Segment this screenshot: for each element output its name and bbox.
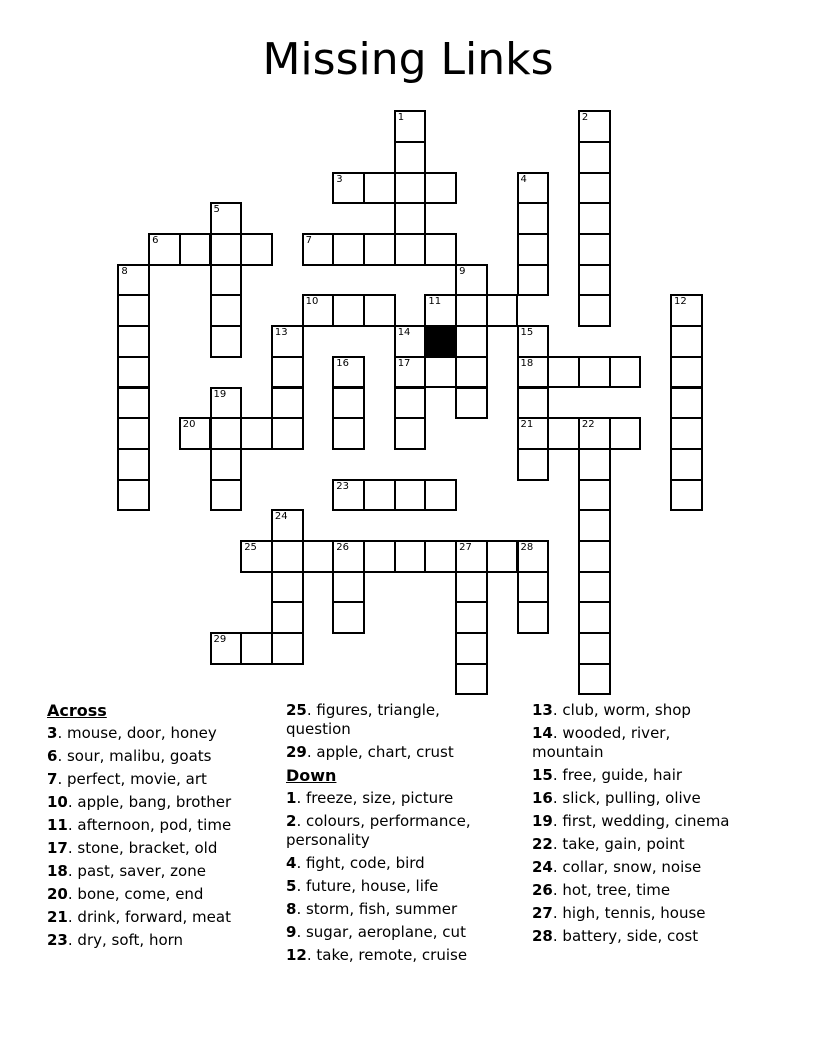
cell-number: 9 bbox=[459, 265, 466, 277]
grid-cell[interactable] bbox=[117, 448, 150, 481]
clue-number: 5 bbox=[286, 877, 297, 895]
clue-number: 22 bbox=[532, 835, 553, 853]
clue-text: take, remote, cruise bbox=[316, 946, 468, 964]
grid-cell[interactable] bbox=[455, 663, 488, 696]
grid-cell[interactable] bbox=[578, 417, 611, 450]
clue-text: sugar, aeroplane, cut bbox=[305, 923, 466, 941]
clue-21: 21. drink, forward, meat bbox=[47, 908, 231, 926]
grid-cell[interactable] bbox=[455, 571, 488, 604]
clue-text: apple, bang, brother bbox=[77, 793, 232, 811]
cell-number: 23 bbox=[336, 480, 350, 492]
clue-text: bone, come, end bbox=[77, 885, 204, 903]
grid-cell[interactable] bbox=[394, 110, 427, 143]
down-header: Down bbox=[286, 766, 337, 785]
grid-cell[interactable] bbox=[670, 356, 703, 389]
grid-cell[interactable] bbox=[517, 264, 550, 297]
grid-cell[interactable] bbox=[332, 172, 365, 205]
clue-number: 28 bbox=[532, 927, 553, 945]
grid-cell[interactable] bbox=[271, 387, 304, 420]
grid-cell[interactable] bbox=[271, 509, 304, 542]
clue-number: 8 bbox=[286, 900, 297, 918]
grid-cell[interactable] bbox=[240, 417, 273, 450]
grid-cell[interactable] bbox=[210, 479, 243, 512]
clue-text: storm, fish, summer bbox=[305, 900, 458, 918]
grid-cell[interactable] bbox=[578, 202, 611, 235]
clue-text: dry, soft, horn bbox=[77, 931, 184, 949]
clue-text: wooded, river, bbox=[562, 724, 671, 742]
grid-cell[interactable] bbox=[332, 601, 365, 634]
grid-cell[interactable] bbox=[332, 479, 365, 512]
grid-cell[interactable] bbox=[424, 540, 457, 573]
grid-cell[interactable] bbox=[271, 540, 304, 573]
clue-5: 5. future, house, life bbox=[286, 877, 439, 895]
clue-text: free, guide, hair bbox=[562, 766, 683, 784]
cell-number: 17 bbox=[397, 357, 411, 369]
clue-number: 17 bbox=[47, 839, 68, 857]
cell-number: 28 bbox=[520, 542, 534, 553]
grid-cell[interactable] bbox=[302, 540, 335, 573]
grid-cell[interactable] bbox=[578, 172, 611, 205]
clue-number: 27 bbox=[532, 904, 553, 922]
grid-cell[interactable] bbox=[547, 417, 580, 450]
page-title: Missing Links bbox=[262, 34, 554, 85]
clue-text: high, tennis, house bbox=[562, 904, 706, 922]
clue-text: hot, tree, time bbox=[562, 881, 671, 899]
clue-number: 26 bbox=[532, 881, 553, 899]
clue-29: 29. apple, chart, crust bbox=[286, 743, 454, 761]
grid-cell[interactable] bbox=[670, 417, 703, 450]
grid-cell[interactable] bbox=[455, 540, 488, 573]
grid-cell[interactable] bbox=[578, 264, 611, 297]
clue-23: 23. dry, soft, horn bbox=[47, 931, 184, 949]
clue-13: 13. club, worm, shop bbox=[532, 701, 691, 719]
grid-cell[interactable] bbox=[455, 294, 488, 327]
clue-8: 8. storm, fish, summer bbox=[286, 900, 458, 918]
clue-text: question bbox=[286, 720, 351, 738]
grid-cell[interactable] bbox=[210, 632, 243, 665]
grid-cell[interactable] bbox=[455, 356, 488, 389]
grid-cell[interactable] bbox=[363, 172, 396, 205]
cell-number: 22 bbox=[581, 419, 595, 431]
clue-number: 11 bbox=[47, 816, 68, 834]
clue-number: 19 bbox=[532, 812, 553, 830]
grid-cell[interactable] bbox=[670, 294, 703, 327]
clue-text: personality bbox=[286, 831, 370, 849]
grid-cell[interactable] bbox=[332, 571, 365, 604]
grid-cell[interactable] bbox=[578, 632, 611, 665]
grid-cell[interactable] bbox=[394, 233, 427, 266]
grid-cell[interactable] bbox=[670, 448, 703, 481]
clue-15: 15. free, guide, hair bbox=[532, 766, 683, 784]
clue-number: 13 bbox=[532, 701, 553, 719]
grid-cell[interactable] bbox=[455, 601, 488, 634]
clue-16: 16. slick, pulling, olive bbox=[532, 789, 701, 807]
grid-cell[interactable] bbox=[240, 632, 273, 665]
grid-cell[interactable] bbox=[271, 325, 304, 358]
clue-1: 1. freeze, size, picture bbox=[286, 789, 454, 807]
cell-number: 6 bbox=[152, 235, 159, 246]
cell-number: 12 bbox=[674, 296, 687, 308]
clue-text: past, saver, zone bbox=[77, 862, 206, 880]
grid-cell[interactable] bbox=[455, 264, 488, 297]
cell-number: 7 bbox=[305, 235, 312, 246]
grid-cell[interactable] bbox=[210, 233, 243, 266]
grid-cell[interactable] bbox=[455, 387, 488, 420]
grid-cell[interactable] bbox=[332, 540, 365, 573]
grid-cell[interactable] bbox=[517, 540, 550, 573]
clue-text: stone, bracket, old bbox=[77, 839, 218, 857]
grid-cell[interactable] bbox=[424, 294, 457, 327]
grid-cell[interactable] bbox=[424, 479, 457, 512]
grid-cell[interactable] bbox=[210, 264, 243, 297]
grid-cell[interactable] bbox=[455, 632, 488, 665]
clue-text: colours, performance, bbox=[305, 812, 471, 830]
clue-11: 11. afternoon, pod, time bbox=[47, 816, 232, 834]
grid-cell[interactable] bbox=[517, 571, 550, 604]
clue-number: 29 bbox=[286, 743, 307, 761]
clue-text: club, worm, shop bbox=[562, 701, 691, 719]
clue-27: 27. high, tennis, house bbox=[532, 904, 706, 922]
clue-text: freeze, size, picture bbox=[305, 789, 454, 807]
grid-cell[interactable] bbox=[117, 264, 150, 297]
grid-cell[interactable] bbox=[578, 540, 611, 573]
clue-22: 22. take, gain, point bbox=[532, 835, 685, 853]
grid-cell[interactable] bbox=[517, 387, 550, 420]
clue-number: 7 bbox=[47, 770, 58, 788]
clue-number: 12 bbox=[286, 946, 307, 964]
clue-number: 23 bbox=[47, 931, 68, 949]
grid-cell[interactable] bbox=[486, 540, 519, 573]
clue-text: drink, forward, meat bbox=[77, 908, 231, 926]
grid-cell[interactable] bbox=[332, 233, 365, 266]
grid-cell[interactable] bbox=[179, 417, 212, 450]
cell-number: 26 bbox=[336, 542, 350, 553]
clue-text: sour, malibu, goats bbox=[66, 747, 212, 765]
cell-number: 29 bbox=[213, 634, 227, 646]
grid-cell[interactable] bbox=[578, 141, 611, 174]
clue-text: future, house, life bbox=[305, 877, 439, 895]
grid-cell[interactable] bbox=[332, 356, 365, 389]
clue-number: 4 bbox=[286, 854, 297, 872]
grid-cell[interactable] bbox=[517, 233, 550, 266]
clue-text: fight, code, bird bbox=[305, 854, 425, 872]
grid-cell[interactable] bbox=[117, 479, 150, 512]
clue-3: 3. mouse, door, honey bbox=[47, 724, 217, 742]
grid-cell[interactable] bbox=[547, 356, 580, 389]
grid-cell[interactable] bbox=[148, 233, 181, 266]
clue-column bbox=[532, 701, 778, 950]
grid-cell[interactable] bbox=[670, 325, 703, 358]
grid-cell[interactable] bbox=[394, 479, 427, 512]
cell-number: 1 bbox=[397, 112, 405, 124]
grid-cell[interactable] bbox=[240, 233, 273, 266]
clue-text: collar, snow, noise bbox=[562, 858, 702, 876]
grid-cell[interactable] bbox=[210, 202, 243, 235]
grid-cell[interactable] bbox=[424, 172, 457, 205]
grid-cell[interactable] bbox=[578, 356, 611, 389]
grid-cell[interactable] bbox=[578, 479, 611, 512]
grid-cell[interactable] bbox=[271, 632, 304, 665]
grid-cell[interactable] bbox=[394, 417, 427, 450]
cell-number: 10 bbox=[305, 296, 319, 308]
grid-cell[interactable] bbox=[302, 233, 335, 266]
grid-cell[interactable] bbox=[271, 571, 304, 604]
clue-6: 6. sour, malibu, goats bbox=[47, 747, 212, 765]
clue-number: 16 bbox=[532, 789, 553, 807]
grid-cell[interactable] bbox=[363, 479, 396, 512]
cell-number: 5 bbox=[213, 204, 220, 216]
clue-20: 20. bone, come, end bbox=[47, 885, 204, 903]
grid-cell[interactable] bbox=[117, 356, 150, 389]
grid-cell[interactable] bbox=[517, 448, 550, 481]
clue-number: 25 bbox=[286, 701, 307, 719]
grid-cell[interactable] bbox=[578, 233, 611, 266]
grid-cell[interactable] bbox=[455, 325, 488, 358]
cell-number: 25 bbox=[244, 542, 257, 553]
clue-19: 19. first, wedding, cinema bbox=[532, 812, 730, 830]
clue-number: 18 bbox=[47, 862, 68, 880]
grid-cell[interactable] bbox=[578, 448, 611, 481]
grid-cell[interactable] bbox=[363, 294, 396, 327]
clue-text: take, gain, point bbox=[562, 835, 685, 853]
clue-17: 17. stone, bracket, old bbox=[47, 839, 218, 857]
clue-number: 2 bbox=[286, 812, 297, 830]
grid-cell[interactable] bbox=[332, 294, 365, 327]
cell-number: 16 bbox=[336, 357, 350, 369]
clue-number: 15 bbox=[532, 766, 553, 784]
grid-cell[interactable] bbox=[424, 233, 457, 266]
grid-cell[interactable] bbox=[517, 325, 550, 358]
clue-text: first, wedding, cinema bbox=[562, 812, 730, 830]
clue-2: 2. colours, performance, personality bbox=[286, 812, 471, 849]
grid-cell[interactable] bbox=[670, 479, 703, 512]
grid-cell[interactable] bbox=[302, 294, 335, 327]
clue-26: 26. hot, tree, time bbox=[532, 881, 671, 899]
grid-cell[interactable] bbox=[578, 601, 611, 634]
cell-number: 18 bbox=[520, 357, 534, 369]
clue-text: mouse, door, honey bbox=[66, 724, 217, 742]
clue-text: afternoon, pod, time bbox=[77, 816, 232, 834]
clue-number: 10 bbox=[47, 793, 68, 811]
clue-number: 1 bbox=[286, 789, 297, 807]
clue-number: 14 bbox=[532, 724, 553, 742]
grid-cell[interactable] bbox=[578, 509, 611, 542]
grid-cell[interactable] bbox=[240, 540, 273, 573]
clue-14: 14. wooded, river, mountain bbox=[532, 724, 671, 761]
clue-number: 24 bbox=[532, 858, 553, 876]
grid-cell[interactable] bbox=[271, 417, 304, 450]
grid-cell[interactable] bbox=[210, 448, 243, 481]
grid-cell[interactable] bbox=[332, 387, 365, 420]
grid-cell[interactable] bbox=[394, 141, 427, 174]
clue-number: 21 bbox=[47, 908, 68, 926]
clue-number: 20 bbox=[47, 885, 68, 903]
across-header: Across bbox=[47, 701, 107, 720]
clue-text: figures, triangle, bbox=[316, 701, 440, 719]
grid-cell[interactable] bbox=[394, 172, 427, 205]
grid-cell[interactable] bbox=[486, 294, 519, 327]
cell-number: 21 bbox=[520, 419, 534, 431]
clue-28: 28. battery, side, cost bbox=[532, 927, 699, 945]
cell-number: 3 bbox=[336, 173, 343, 185]
grid-cell[interactable] bbox=[578, 571, 611, 604]
clue-7: 7. perfect, movie, art bbox=[47, 770, 207, 788]
grid-cell[interactable] bbox=[517, 601, 550, 634]
grid-cell[interactable] bbox=[578, 663, 611, 696]
grid-cell[interactable] bbox=[394, 540, 427, 573]
grid-cell[interactable] bbox=[394, 387, 427, 420]
cell-number: 15 bbox=[520, 327, 534, 339]
grid-cell[interactable] bbox=[332, 417, 365, 450]
clue-text: battery, side, cost bbox=[562, 927, 699, 945]
cell-number: 11 bbox=[428, 296, 442, 308]
grid-cell[interactable] bbox=[179, 233, 212, 266]
cell-number: 19 bbox=[213, 388, 227, 400]
clue-18: 18. past, saver, zone bbox=[47, 862, 206, 880]
clue-24: 24. collar, snow, noise bbox=[532, 858, 702, 876]
grid-cell[interactable] bbox=[271, 356, 304, 389]
clue-number: 3 bbox=[47, 724, 58, 742]
grid-cell[interactable] bbox=[517, 172, 550, 205]
cell-number: 8 bbox=[121, 265, 128, 277]
cell-number: 20 bbox=[182, 419, 196, 431]
grid-cell[interactable] bbox=[424, 356, 457, 389]
grid-cell[interactable] bbox=[578, 110, 611, 143]
clue-number: 9 bbox=[286, 923, 297, 941]
grid-cell[interactable] bbox=[394, 202, 427, 235]
cell-number: 2 bbox=[581, 112, 589, 124]
black-cell bbox=[424, 325, 457, 358]
clue-text: slick, pulling, olive bbox=[562, 789, 701, 807]
grid-cell[interactable] bbox=[117, 294, 150, 327]
grid-cell[interactable] bbox=[210, 294, 243, 327]
clue-text: mountain bbox=[532, 743, 604, 761]
grid-cell[interactable] bbox=[363, 233, 396, 266]
clue-10: 10. apple, bang, brother bbox=[47, 793, 232, 811]
clue-text: apple, chart, crust bbox=[316, 743, 454, 761]
clue-text: perfect, movie, art bbox=[66, 770, 207, 788]
grid-cell[interactable] bbox=[210, 325, 243, 358]
clue-12: 12. take, remote, cruise bbox=[286, 946, 468, 964]
grid-cell[interactable] bbox=[117, 387, 150, 420]
grid-cell[interactable] bbox=[578, 294, 611, 327]
cell-number: 24 bbox=[274, 511, 288, 523]
grid-cell[interactable] bbox=[117, 417, 150, 450]
clue-column bbox=[286, 701, 522, 969]
clue-9: 9. sugar, aeroplane, cut bbox=[286, 923, 466, 941]
clue-number: 6 bbox=[47, 747, 58, 765]
cell-number: 14 bbox=[397, 327, 411, 339]
grid-cell[interactable] bbox=[609, 356, 642, 389]
clue-column bbox=[47, 701, 285, 954]
grid-cell[interactable] bbox=[670, 387, 703, 420]
grid-cell[interactable] bbox=[394, 325, 427, 358]
grid-cell[interactable] bbox=[210, 387, 243, 420]
grid-cell[interactable] bbox=[517, 417, 550, 450]
grid-cell[interactable] bbox=[517, 202, 550, 235]
grid-cell[interactable] bbox=[363, 540, 396, 573]
grid-cell[interactable] bbox=[117, 325, 150, 358]
grid-cell[interactable] bbox=[394, 356, 427, 389]
clue-4: 4. fight, code, bird bbox=[286, 854, 425, 872]
grid-cell[interactable] bbox=[609, 417, 642, 450]
clue-25: 25. figures, triangle, question bbox=[286, 701, 440, 738]
cell-number: 4 bbox=[520, 173, 527, 185]
cell-number: 27 bbox=[459, 542, 472, 553]
grid-cell[interactable] bbox=[271, 601, 304, 634]
cell-number: 13 bbox=[274, 327, 288, 339]
grid-cell[interactable] bbox=[517, 356, 550, 389]
grid-cell[interactable] bbox=[210, 417, 243, 450]
